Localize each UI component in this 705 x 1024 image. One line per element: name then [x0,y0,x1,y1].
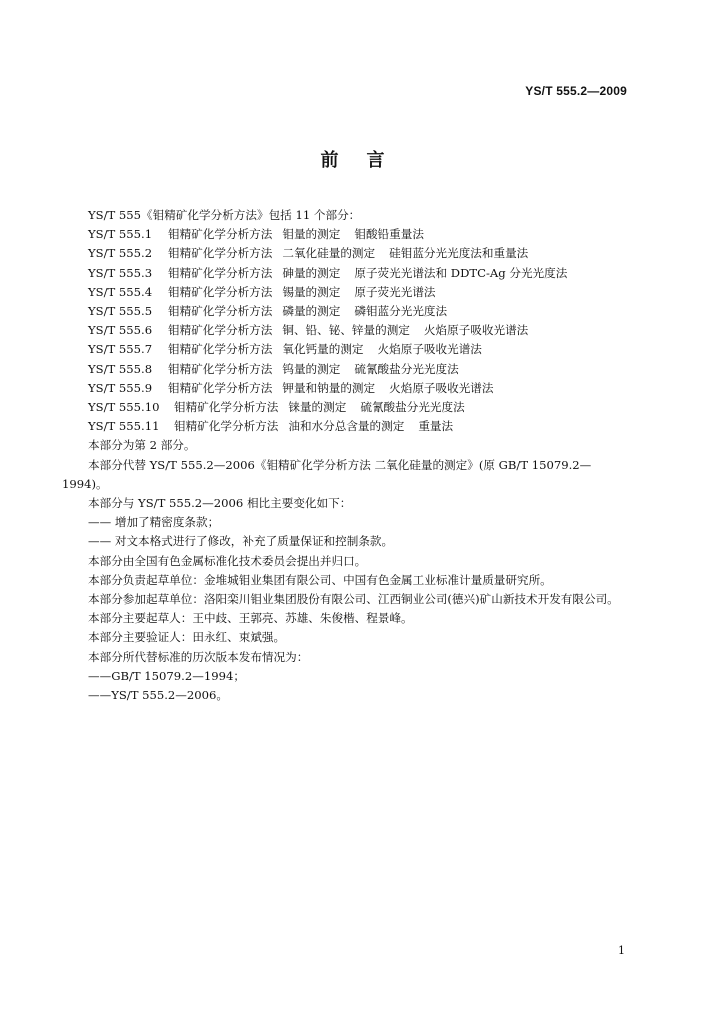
part-category: 钼精矿化学分析方法 [168,227,273,242]
part-entry [62,379,634,398]
part-entry [62,244,634,263]
part-category: 钼精矿化学分析方法 [174,419,279,434]
part-code: YS/T 555.11 [88,419,160,434]
proposed-by-line: 本部分由全国有色金属标准化技术委员会提出并归口。 [88,553,367,568]
part-category: 钼精矿化学分析方法 [168,284,273,299]
change-item: —— 增加了精密度条款； [88,515,220,530]
part-category: 钼精矿化学分析方法 [174,400,279,415]
part-method: 火焰原子吸收光谱法 [389,380,494,395]
part-item: 钼量的测定 [282,227,341,242]
part-item: 钾量和钠量的测定 [282,380,376,395]
part-item: 二氧化硅量的测定 [282,246,376,261]
verifiers-line: 本部分主要验证人：田永红、束斌强。 [88,630,286,645]
replaces-paragraph: 本部分代替 YS/T 555.2—2006《钼精矿化学分析方法 二氧化硅量的测定》(原 GB/T 15079.2—1994)。 [62,457,592,491]
intro-line: YS/T 555《钼精矿化学分析方法》包括 11 个部分： [88,208,361,222]
history-item: ——GB/T 15079.2—1994； [88,668,245,683]
drafters-line: 本部分主要起草人：王中歧、王郭亮、苏雄、朱俊楷、程景峰。 [88,611,413,626]
part-item: 钨量的测定 [282,361,341,376]
part-code: YS/T 555.2 [88,246,153,261]
part-method: 原子荧光光谱法和 DDTC-Ag 分光光度法 [354,265,568,280]
part-item: 砷量的测定 [282,265,341,280]
part-entry [62,398,634,417]
part-category: 钼精矿化学分析方法 [168,304,273,319]
part-item: 氧化钙量的测定 [282,342,364,357]
part-category: 钼精矿化学分析方法 [168,265,273,280]
change-item: —— 对文本格式进行了修改，补充了质量保证和控制条款。 [88,534,394,549]
history-item: ——YS/T 555.2—2006。 [88,688,228,703]
part-category: 钼精矿化学分析方法 [168,361,273,376]
part-method: 硫氰酸盐分光光度法 [354,361,459,376]
part-category: 钼精矿化学分析方法 [168,342,273,357]
part-code: YS/T 555.4 [88,284,153,299]
part-method: 重量法 [418,419,454,434]
part-entry [62,283,634,302]
part-code: YS/T 555.9 [88,380,153,395]
part-entry [62,321,634,340]
page-number: 1 [618,944,625,957]
part-item: 磷量的测定 [282,304,341,319]
part-code: YS/T 555.5 [88,304,153,319]
part-item: 铜、铅、铋、锌量的测定 [282,323,410,338]
part-entry [62,225,634,244]
part-code: YS/T 555.8 [88,361,153,376]
part-number-line: 本部分为第 2 部分。 [88,438,196,453]
part-item: 铼量的测定 [288,400,347,415]
part-item: 油和水分总含量的测定 [288,419,405,434]
participants-paragraph: 本部分参加起草单位：洛阳栾川钼业集团股份有限公司、江西铜业公司(德兴)矿山新技术开发有限公司。 [88,592,619,607]
standard-code-header: YS/T 555.2—2009 [525,84,627,98]
part-code: YS/T 555.3 [88,265,153,280]
part-entry [62,302,634,321]
part-code: YS/T 555.10 [88,400,160,415]
part-method: 火焰原子吸收光谱法 [377,342,482,357]
part-method: 钼酸铅重量法 [354,227,424,242]
part-code: YS/T 555.6 [88,323,153,338]
part-entry [62,340,634,359]
drafted-by-line: 本部分负责起草单位：金堆城钼业集团有限公司、中国有色金属工业标准计量质量研究所。 [88,572,552,587]
part-method: 原子荧光光谱法 [354,284,436,299]
part-entry [62,417,634,436]
page-title: 前言 [320,150,413,171]
part-item: 锡量的测定 [282,284,341,299]
part-method: 硫氰酸盐分光光度法 [360,400,465,415]
part-method: 磷钼蓝分光光度法 [354,304,448,319]
part-category: 钼精矿化学分析方法 [168,380,273,395]
foreword-body [62,206,634,705]
changes-intro: 本部分与 YS/T 555.2—2006 相比主要变化如下： [88,496,352,511]
part-code: YS/T 555.1 [88,227,153,242]
part-entry [62,264,634,283]
part-method: 火焰原子吸收光谱法 [423,323,529,338]
part-category: 钼精矿化学分析方法 [168,323,273,338]
parts-list [62,225,634,436]
part-category: 钼精矿化学分析方法 [168,246,273,261]
history-intro: 本部分所代替标准的历次版本发布情况为： [88,649,309,664]
part-method: 硅钼蓝分光光度法和重量法 [389,246,529,261]
part-entry [62,360,634,379]
part-code: YS/T 555.7 [88,342,153,357]
